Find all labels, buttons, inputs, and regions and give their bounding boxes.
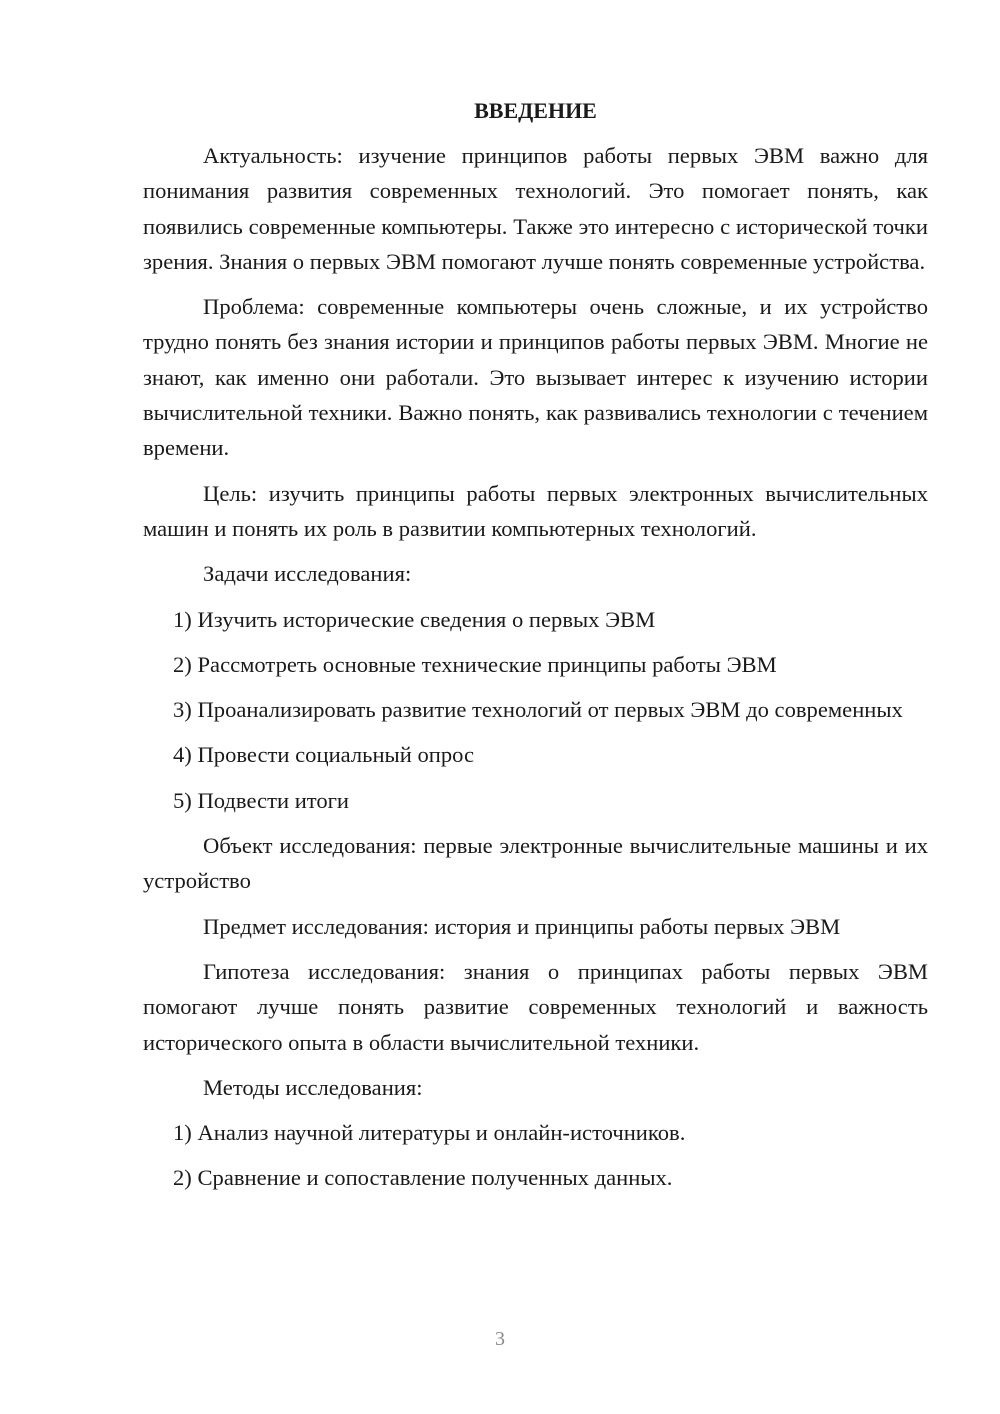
method-item-1: 1) Анализ научной литературы и онлайн-источников. xyxy=(173,1120,686,1146)
task-item-4: 4) Провести социальный опрос xyxy=(173,742,475,768)
relevance-paragraph: Актуальность: изучение принципов работы первых ЭВМ важно для понимания развития современных технологий. Это помогает понять, как появились современные компьютеры. Также это интересно с исторической точки зрения. Знания о первых ЭВМ помогают лучше понять современные устройства. xyxy=(143,143,928,274)
method-item-2: 2) Сравнение и сопоставление полученных данных. xyxy=(173,1165,673,1191)
task-item-3: 3) Проанализировать развитие технологий от первых ЭВМ до современных xyxy=(173,697,903,723)
problem-paragraph: Проблема: современные компьютеры очень сложные, и их устройство трудно понять без знания истории и принципов работы первых ЭВМ. Многие не знают, как именно они работали. Это вызывает интерес к изучению истории вычислительной техники. Важно понять, как развивались технологии с течением времени. xyxy=(143,294,928,461)
hypothesis-paragraph: Гипотеза исследования: знания о принципах работы первых ЭВМ помогают лучше понять развитие современных технологий и важность исторического опыта в области вычислительной техники. xyxy=(143,958,928,1055)
goal-paragraph: Цель: изучить принципы работы первых электронных вычислительных машин и понять их роль в развитии компьютерных технологий. xyxy=(143,480,928,541)
page-title: ВВЕДЕНИЕ xyxy=(474,98,597,123)
page-number: 3 xyxy=(495,1328,505,1350)
methods-heading: Методы исследования: xyxy=(203,1074,423,1100)
task-item-1: 1) Изучить исторические сведения о первых ЭВМ xyxy=(173,606,656,632)
task-item-2: 2) Рассмотреть основные технические принципы работы ЭВМ xyxy=(173,651,777,677)
document-page xyxy=(143,94,928,1206)
tasks-heading: Задачи исследования: xyxy=(203,561,412,587)
subject-paragraph: Предмет исследования: история и принципы работы первых ЭВМ xyxy=(203,913,841,939)
task-item-5: 5) Подвести итоги xyxy=(173,787,350,813)
object-paragraph: Объект исследования: первые электронные вычислительные машины и их устройство xyxy=(143,833,928,894)
